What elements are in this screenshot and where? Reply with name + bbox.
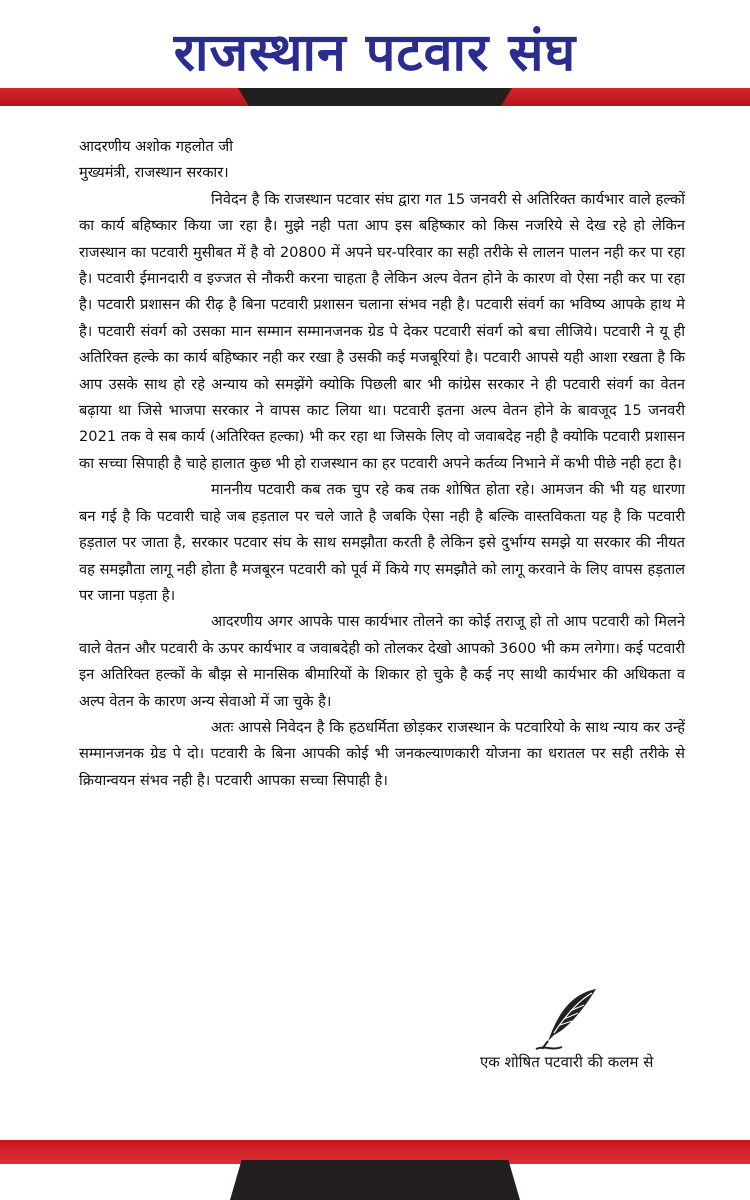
page-title: राजस्थान पटवार संघ [173, 23, 577, 83]
paragraph-2: माननीय पटवारी कब तक चुप रहे कब तक शोषित होता रहे। आमजन की भी यह धारणा बन गई है कि पटवारी चाहे जब हड़ताल पर चले जाते है जबकि ऐसा नही है बल्कि वास्तविकता यह है कि पटवारी हड़ताल पर जाता है, सरकार पटवार संघ के साथ समझौता करती है लेकिन इसे दुर्भाग्य समझे या सरकार की नीयत वह समझौता लागू नही होता है मजबूरन पटवारी को पूर्व में किये गए समझौते को लागू करवाने के लिए वापस हड़ताल पर जाना पड़ता है। [79, 481, 685, 604]
salutation-line-2: मुख्यमंत्री, राजस्थान सरकार। [79, 164, 229, 182]
salutation-line-1: आदरणीय अशोक गहलोत जी [79, 138, 233, 155]
top-band-dark [238, 88, 512, 106]
bottom-decorative-band [0, 1140, 750, 1200]
paragraph-4: अतः आपसे निवेदन है कि हठधर्मिता छोड़कर राजस्थान के पटवारियो के साथ न्याय कर उन्हें सम्मानजनक ग्रेड पे दो। पटवारी के बिना आपकी कोई भी जनकल्याणकारी योजना का धरातल पर सही तरीके से क्रियान्वयन संभव नही है। पटवारी आपका सच्चा सिपाही है। [79, 718, 685, 789]
letter-body [79, 134, 685, 794]
signature-line: एक शोषित पटवारी की कलम से [480, 1053, 654, 1071]
bottom-band-dark [230, 1160, 520, 1200]
paragraph-3: आदरणीय अगर आपके पास कार्यभार तोलने का कोई तराजू हो तो आप पटवारी को मिलने वाले वेतन और पटवारी के ऊपर कार्यभार व जवाबदेही को तोलकर देखो आपको 3600 भी कम लगेगा। कई पटवारी इन अतिरिक्त हल्कों के बौझ से मानसिक बीमारियों के शिकार हो चुके है कई नए साथी कार्यभार की अधिकता व अल्प वेतन के कारण अन्य सेवाओ में जा चुके है। [79, 613, 685, 710]
quill-pen-icon [532, 985, 602, 1055]
paragraph-1: निवेदन है कि राजस्थान पटवार संघ द्वारा गत 15 जनवरी से अतिरिक्त कार्यभार वाले हल्कों का कार्य बहिष्कार किया जा रहा है। मुझे नही पता आप इस बहिष्कार को किस नजरिये से देख रहे हो लेकिन राजस्थान का पटवारी मुसीबत में है वो 20800 में अपने घर-परिवार का सही तरीके से लालन पालन नही कर पा रहा है। पटवारी ईमानदारी व इज्जत से नौकरी करना चाहता है लेकिन अल्प वेतन होने के कारण वो ऐसा नही कर पा रहा है। पटवारी प्रशासन की रीढ़ है बिना पटवारी प्रशासन चलाना संभव नही है। पटवारी संवर्ग का भविष्य आपके हाथ मे है। पटवारी संवर्ग को उसका मान सम्मान सम्मानजनक ग्रेड पे देकर पटवारी संवर्ग को बचा लीजिये। पटवारी ने यू ही अतिरिक्त हल्के का कार्य बहिष्कार नही कर रखा है उसकी कई मजबूरियां है। पटवारी आपसे यही आशा रखता है कि आप उसके साथ हो रहे अन्याय को समझेंगे क्योकि पिछली बार भी कांग्रेस सरकार ने ही पटवारी संवर्ग का वेतन बढ़ाया था जिसे भाजपा सरकार ने वापस काट लिया था। पटवारी इतना अल्प वेतन होने के बावजूद 15 जनवरी 2021 तक वे सब कार्य (अतिरिक्त हल्का) भी कर रहा था जिसके लिए वो जवाबदेह नही है क्योकि पटवारी प्रशासन का सच्चा सिपाही है चाहे हालात कुछ भी हो राजस्थान का हर पटवारी अपने कर्तव्य निभाने में कभी पीछे नही हटा है। [79, 190, 685, 472]
top-decorative-band [0, 88, 750, 106]
